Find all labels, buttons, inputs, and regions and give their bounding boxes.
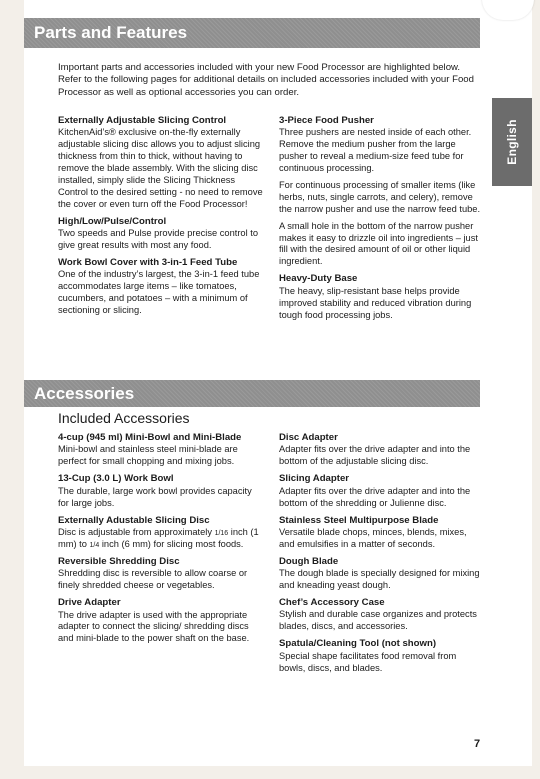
intro-paragraph: Important parts and accessories included with your new Food Processor are highlighted below. Refer to the following pages for additional details on included accessories included with your Food Processor as well as optional accessories you can order. — [58, 62, 474, 98]
feature-heading: 3-Piece Food Pusher — [279, 115, 374, 126]
accessories-right-column — [279, 432, 482, 680]
accessory-text: Adapter fits over the drive adapter and into the bottom of the adjustable slicing disc. — [279, 444, 471, 467]
feature-text: Three pushers are nested inside of each other. Remove the medium pusher from the large pusher to reveal a medium-size feed tube for continuous processing. — [279, 127, 472, 174]
accessory-heading: Disc Adapter — [279, 432, 338, 443]
feature-heading: Heavy-Duty Base — [279, 273, 358, 285]
accessory-heading: 13-Cup (3.0 L) Work Bowl — [58, 473, 174, 485]
accessory-text: Mini-bowl and stainless steel mini-blade are perfect for small chopping and mixing jobs. — [58, 444, 238, 467]
accessory-text: The dough blade is specially designed for mixing and kneading yeast dough. — [279, 568, 480, 591]
feature-text: Two speeds and Pulse provide precise control to give great results with most any food. — [58, 228, 258, 251]
feature-text: A small hole in the bottom of the narrow pusher makes it easy to drizzle oil into ingredients – just fill with the desired amount of oil or other liquid ingredient. — [279, 220, 478, 267]
feature-heading: Externally Adjustable Slicing Control — [58, 115, 227, 126]
feature-heading: Work Bowl Cover with 3-in-1 Feed Tube — [58, 256, 238, 268]
included-accessories-heading: Included Accessories — [58, 410, 190, 426]
accessory-text: Adapter fits over the drive adapter and into the bottom of the shredding or Julienne disc. — [279, 485, 471, 508]
accessories-left-column — [58, 432, 263, 650]
feature-text: KitchenAid’s® exclusive on-the-fly externally adjustable slicing disc allows you to adjust slicing thickness from thin to thick, without having to remove the blade assembly. With the slicing disc installed, simply slide the Slicing Thickness Control to the desired setting - no need to remove the cover or even turn off the Food Processor! — [58, 127, 263, 209]
accessory-heading: Slicing Adapter — [279, 473, 350, 485]
section-header-parts-and-features: Parts and Features — [24, 18, 480, 48]
section-header-accessories: Accessories — [24, 380, 480, 407]
accessory-heading: Drive Adapter — [58, 597, 121, 609]
language-tab[interactable] — [492, 98, 532, 186]
accessory-heading: Reversible Shredding Disc — [58, 555, 180, 567]
accessory-text: Shredding disc is reversible to allow coarse or finely shredded cheese or vegetables. — [58, 568, 248, 591]
accessory-heading: 4-cup (945 ml) Mini-Bowl and Mini-Blade — [58, 432, 242, 443]
features-right-column — [279, 115, 482, 326]
page-corner-tab — [482, 0, 534, 20]
accessory-heading: Stainless Steel Multipurpose Blade — [279, 514, 439, 526]
feature-heading: High/Low/Pulse/Control — [58, 215, 167, 227]
slicing-disc-text-part: Disc is adjustable from approximately — [58, 526, 215, 537]
fraction: 1/4 — [89, 541, 100, 549]
slicing-disc-text — [58, 527, 263, 551]
features-left-column — [58, 115, 263, 322]
accessory-heading: Spatula/Cleaning Tool (not shown) — [279, 638, 437, 650]
language-tab-label: English — [505, 119, 519, 165]
slicing-disc-text-part: inch (1 mm) to — [58, 526, 259, 549]
page-number: 7 — [474, 738, 481, 750]
accessory-text: Stylish and durable case organizes and protects blades, discs, and accessories. — [279, 609, 477, 632]
fraction: 1/16 — [214, 529, 229, 537]
accessory-heading: Chef’s Accessory Case — [279, 597, 385, 608]
accessory-text: Special shape facilitates food removal from bowls, discs, and blades. — [279, 650, 457, 673]
feature-text: The heavy, slip-resistant base helps provide improved stability and reduced vibration during tough food processing jobs. — [279, 285, 472, 320]
accessory-heading: Dough Blade — [279, 555, 339, 567]
accessory-heading: Externally Adustable Slicing Disc — [58, 514, 210, 526]
slicing-disc-text-part: inch (6 mm) for slicing most foods. — [99, 538, 244, 549]
feature-text: One of the industry’s largest, the 3-in-1 feed tube accommodates large items – like tomatoes, cucumbers, and potatoes – with a minimum of sectioning or slicing. — [58, 269, 260, 316]
accessory-text: Versatile blade chops, minces, blends, mixes, and emulsifies in a matter of seconds. — [279, 526, 467, 549]
feature-text: For continuous processing of smaller items (like herbs, nuts, single carrots, and celery), remove the narrow pusher and use the narrow feed tube. — [279, 180, 481, 214]
accessory-text: The durable, large work bowl provides capacity for large jobs. — [58, 485, 252, 508]
accessory-text: The drive adapter is used with the appropriate adapter to connect the slicing/ shredding discs and mini-blade to the power shaft on the base. — [58, 609, 250, 644]
